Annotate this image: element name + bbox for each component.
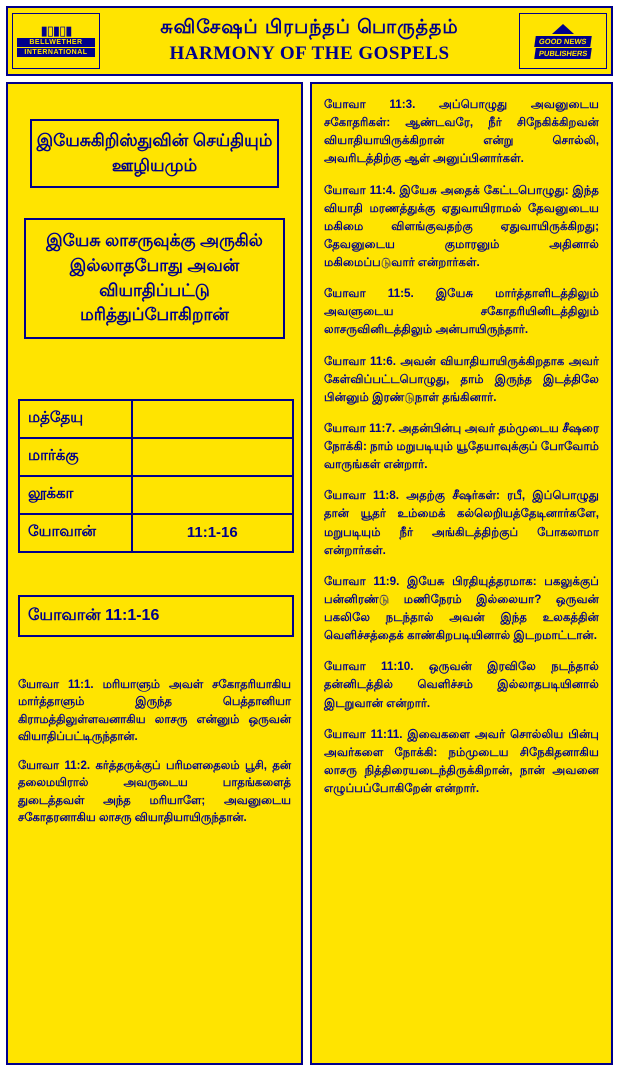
publisher-logo-right <box>519 13 607 69</box>
verse-paragraph: யோவா 11:10. ஒருவன் இரவிலே நடந்தால் தன்னிடத்தில் வெளிச்சம் இல்லாதபடியினால் இடறுவான் என்றார். <box>324 660 599 710</box>
gospel-ref-luke <box>132 476 293 514</box>
left-column <box>6 82 303 1065</box>
verse-paragraph: யோவா 11:4. இயேசு அதைக் கேட்டபொழுது: இந்த வியாதி மரணத்துக்கு ஏதுவாயிராமல் தேவனுடைய மகிமை விளங்குவதற்கு ஏதுவாயிருக்கிறது; தேவனுடைய குமாரனும் அதினால் மகிமைப்படுவார் என்றார்கள். <box>324 183 599 269</box>
table-row <box>19 400 293 438</box>
verse-paragraph: யோவா 11:8. அதற்கு சீஷர்கள்: ரபீ, இப்பொழுது தான் யூதர் உம்மைக் கல்லெறியத்தேடினார்களே, மறுபடியும் நீர் அங்கிடத்திற்குப் போகலாமா என்றார்கள். <box>324 489 599 557</box>
page-header <box>6 6 613 76</box>
gospel-ref-john: 11:1-16 <box>132 514 293 552</box>
page-title-tamil: சுவிசேஷப் பிரபந்தப் பொருத்தம் <box>160 17 459 38</box>
section-title-box-2: இயேசு லாசருவுக்கு அருகில் இல்லாதபோது அவன் வியாதிப்பட்டு மரித்துப்போகிறான் <box>24 218 285 339</box>
verse-paragraph: யோவா 11:1. மரியாளும் அவள் சகோதரியாகிய மார்த்தாளும் இருந்த பெத்தானியா கிராமத்திலுள்ளவனாகிய லாசரு என்னும் ஒருவன் வியாதிப்பட்டிருந்தான். <box>18 678 291 744</box>
header-title-group <box>104 8 515 74</box>
logo-right-line1: GOOD NEWS <box>534 36 591 47</box>
gospel-name-mark: மார்க்கு <box>19 438 132 476</box>
logo-left-line1: BELLWETHER <box>17 38 95 47</box>
section-title-box-1: இயேசுகிறிஸ்துவின் செய்தியும் ஊழியமும் <box>30 119 279 188</box>
gospel-name-john: யோவான் <box>19 514 132 552</box>
verse-paragraph: யோவா 11:7. அதன்பின்பு அவர் தம்முடைய சீஷரை நோக்கி: நாம் மறுபடியும் யூதேயாவுக்குப் போவோம் வாருங்கள் என்றார். <box>324 421 599 472</box>
table-row <box>19 438 293 476</box>
table-row <box>19 476 293 514</box>
verse-paragraph: யோவா 11:9. இயேசு பிரதியுத்தரமாக: பகலுக்குப் பன்னிரண்டு மணிநேரம் இல்லையா? ஒருவன் பகலிலே நடந்தால் அவன் இந்த உலகத்தின் வெளிச்சத்தைக் காண்கிறபடியினால் இடறமாட்டான். <box>324 574 599 643</box>
publisher-logo-left <box>12 13 100 69</box>
torch-emblem-icon: ▮▯▮▯▮ <box>40 23 72 38</box>
gospel-reference-table <box>18 399 294 553</box>
gospel-name-matthew: மத்தேயு <box>19 400 132 438</box>
logo-left-line2: INTERNATIONAL <box>17 48 95 57</box>
right-column <box>310 82 613 1065</box>
logo-right-line2: PUBLISHERS <box>534 48 592 59</box>
verse-paragraph: யோவா 11:3. அப்பொழுது அவனுடைய சகோதரிகள்: ஆண்டவரே, நீர் சிநேகிக்கிறவன் வியாதியாயிருக்கிறான் என்று சொல்லி, அவரிடத்திற்கு ஆள் அனுப்பினார்கள். <box>324 98 599 166</box>
verse-paragraph: யோவா 11:2. கர்த்தருக்குப் பரிமளதைலம் பூசி, தன் தலைமயிரால் அவருடைய பாதங்களைத் துடைத்தவள் அந்த மரியாளே; அவனுடைய சகோதரனாகிய லாசரு வியாதியாயிருந்தான். <box>18 759 291 825</box>
gospel-ref-matthew <box>132 400 293 438</box>
verse-paragraph: யோவா 11:5. இயேசு மார்த்தாளிடத்திலும் அவளுடைய சகோதரியினிடத்திலும் லாசருவினிடத்திலும் அன்பாயிருந்தார். <box>324 287 599 337</box>
left-verse-list <box>18 677 291 828</box>
gospel-ref-mark <box>132 438 293 476</box>
sunburst-icon <box>552 24 574 34</box>
table-row <box>19 514 293 552</box>
verse-paragraph: யோவா 11:11. இவைகளை அவர் சொல்லிய பின்பு அவர்களை நோக்கி: நம்முடைய சிநேகிதனாகிய லாசரு நித்திரையடைந்திருக்கிறான், நான் அவனை எழுப்பப்போகிறேன் என்றார். <box>324 727 599 795</box>
gospel-name-luke: லூக்கா <box>19 476 132 514</box>
page-title-english: HARMONY OF THE GOSPELS <box>169 43 450 64</box>
passage-reference-box: யோவான் 11:1-16 <box>18 595 294 637</box>
verse-paragraph: யோவா 11:6. அவன் வியாதியாயிருக்கிறதாக அவர் கேள்விப்பட்டபொழுது, தாம் இருந்த இடத்திலே பின்னும் இரண்டுநாள் தங்கினார். <box>324 354 599 404</box>
